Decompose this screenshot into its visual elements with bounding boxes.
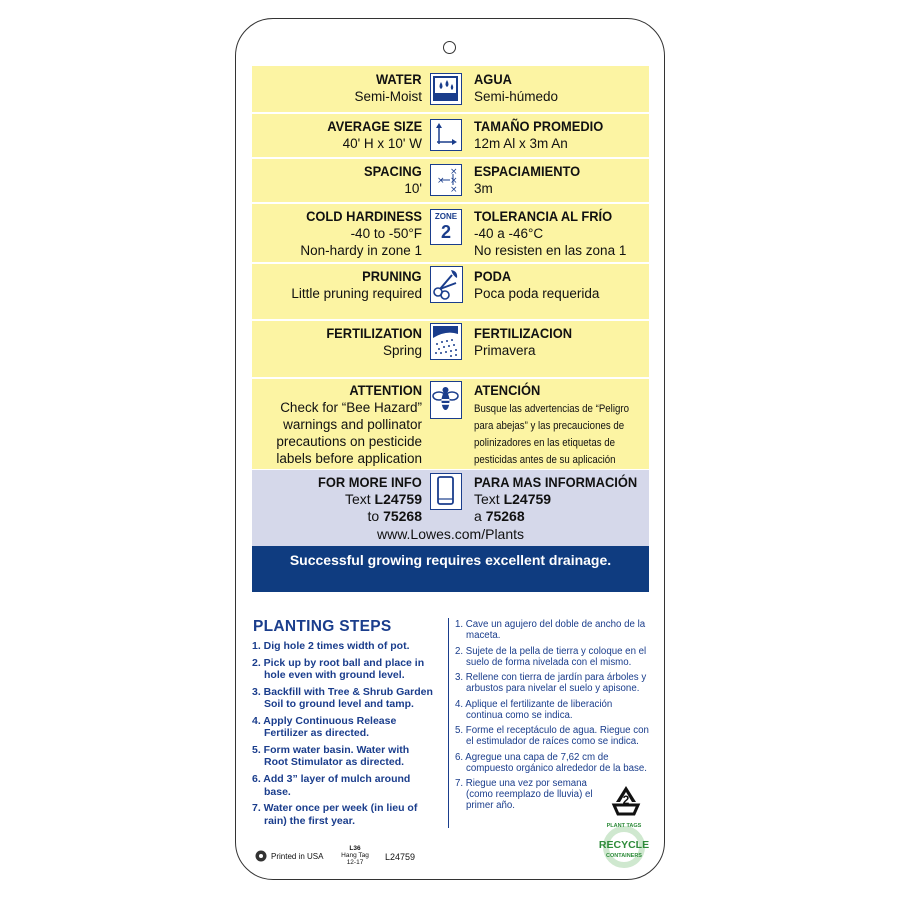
cold-hardiness-note: Non-hardy in zone 1	[300, 243, 422, 258]
planting-steps-english	[252, 640, 434, 831]
tolerancia-range: -40 a -46°C	[474, 226, 544, 241]
atencion-line-2: para abejas” y las precauciones de	[474, 420, 625, 432]
recycle-top-text: PLANT TAGS	[606, 823, 642, 829]
attention-title: ATTENTION	[349, 382, 422, 398]
more-info-text-label: Text	[344, 491, 375, 507]
size-arrows-icon	[430, 119, 462, 151]
pruning-title: PRUNING	[362, 268, 422, 284]
zone-icon	[430, 209, 462, 245]
water-value: Semi-Moist	[354, 89, 422, 104]
atencion-line-3: polinizadores en las etiquetas de	[474, 437, 616, 449]
agua-value: Semi-húmedo	[474, 89, 559, 104]
pruning-shears-icon	[430, 266, 463, 303]
average-size-title: AVERAGE SIZE	[327, 118, 422, 134]
spacing-value: 10'	[404, 181, 422, 196]
list-item: 4. Apply Continuous Release Fertilizer as directed.	[252, 714, 397, 740]
drainage-banner: Successful growing requires excellent drainage.	[252, 546, 649, 592]
poda-title: PODA	[474, 268, 512, 284]
recycle-logo	[598, 822, 650, 872]
tolerancia-note: No resisten en las zona 1	[474, 243, 627, 258]
more-info-title: FOR MORE INFO	[318, 474, 422, 490]
fertilizacion-value: Primavera	[474, 343, 536, 358]
tag-code: L36	[349, 845, 361, 852]
list-item: 7. Riegue una vez por semana (como reemplazo de lluvia) el primer año.	[455, 778, 593, 812]
mas-info-code: L24759	[503, 491, 552, 507]
svg-text:×: ×	[450, 185, 458, 194]
tag-date: 12-17	[346, 859, 364, 866]
item-code: L24759	[385, 852, 416, 862]
recycle-bottom-text: CONTAINERS	[606, 853, 642, 859]
agua-title: AGUA	[474, 71, 512, 87]
planting-steps-title: PLANTING STEPS	[253, 618, 392, 635]
fertilization-title: FERTILIZATION	[326, 325, 422, 341]
zone-number: 2	[440, 222, 451, 242]
zone-label: ZONE	[434, 212, 458, 221]
mas-info-title: PARA MAS INFORMACIÓN	[474, 474, 638, 490]
tag-name: Hang Tag	[341, 852, 369, 859]
espaciamiento-title: ESPACIAMIENTO	[474, 163, 581, 179]
mas-info-number: 75268	[485, 508, 525, 524]
recycle-number: 2	[622, 793, 630, 807]
hang-hole	[443, 41, 456, 54]
mas-info-text-label: Text	[474, 491, 504, 507]
list-item: 3. Backfill with Tree & Shrub Garden Soil to ground level and tamp.	[252, 685, 433, 711]
tamano-value: 12m Al x 3m An	[474, 136, 568, 151]
espaciamiento-value: 3m	[474, 181, 493, 196]
fertilization-value: Spring	[382, 343, 422, 358]
list-item: 2. Sujete de la pella de tierra y coloque en el suelo de forma nivelada con el mismo.	[455, 645, 647, 668]
fertilizacion-title: FERTILIZACION	[474, 325, 573, 341]
list-item: 1. Cave un agujero del doble de ancho de la maceta.	[455, 619, 646, 642]
tag-code-block	[338, 845, 372, 866]
list-item: 7. Water once per week (in lieu of rain) the first year.	[252, 802, 418, 827]
printer-logo-icon	[255, 849, 267, 861]
spacing-icon	[430, 164, 462, 196]
mas-info-to: a	[474, 508, 486, 524]
list-item: 1. Dig hole 2 times width of pot.	[252, 640, 410, 652]
list-item: 5. Forme el receptáculo de agua. Riegue con el estimulador de raíces como se indica.	[455, 725, 649, 748]
attention-line-2: warnings and pollinator	[283, 417, 422, 432]
fertilizer-icon	[430, 323, 462, 360]
atencion-line-1: Busque las advertencias de “Peligro	[474, 403, 629, 415]
atencion-title: ATENCIÓN	[474, 382, 541, 398]
poda-value: Poca poda requerida	[474, 286, 600, 301]
steps-divider	[448, 618, 449, 828]
printed-in-usa: Printed in USA	[271, 852, 324, 861]
more-info-number: 75268	[383, 508, 422, 524]
bee-icon	[430, 381, 462, 419]
cold-hardiness-range: -40 to -50°F	[350, 226, 422, 241]
attention-line-3: precautions on pesticide	[276, 434, 422, 449]
average-size-value: 40' H x 10' W	[342, 136, 422, 151]
list-item: 3. Rellene con tierra de jardín para árboles y arbustos para nivelar el suelo y apisone.	[455, 672, 647, 695]
list-item: 2. Pick up by root ball and place in hole even with ground level.	[252, 656, 425, 682]
svg-text:×: ×	[450, 176, 458, 186]
recycle-word: RECYCLE	[598, 839, 650, 851]
recycle-2-icon	[606, 783, 646, 819]
more-info-to: to	[367, 508, 384, 524]
cold-hardiness-title: COLD HARDINESS	[306, 208, 422, 224]
tolerancia-title: TOLERANCIA AL FRÍO	[474, 208, 613, 224]
water-icon	[430, 73, 462, 105]
attention-line-4: labels before application	[276, 451, 422, 466]
phone-icon	[430, 473, 462, 510]
water-title: WATER	[376, 71, 422, 87]
list-item: 5. Form water basin. Water with Root Stimulator as directed.	[252, 744, 410, 769]
list-item: 6. Add 3” layer of mulch around base.	[252, 773, 411, 798]
svg-text:×: ×	[450, 167, 458, 177]
tamano-title: TAMAÑO PROMEDIO	[474, 118, 604, 134]
more-info-code: L24759	[374, 491, 422, 507]
pruning-value: Little pruning required	[291, 286, 422, 301]
atencion-line-4: pesticidas antes de su aplicación	[474, 454, 616, 466]
list-item: 4. Aplique el fertilizante de liberación continua como se indica.	[455, 698, 613, 721]
svg-text:×: ×	[437, 176, 445, 186]
list-item: 6. Agregue una capa de 7,62 cm de compuesto orgánico alrededor de la base.	[455, 751, 647, 774]
spacing-title: SPACING	[364, 163, 422, 179]
website-link[interactable]: www.Lowes.com/Plants	[376, 526, 525, 542]
attention-line-1: Check for “Bee Hazard”	[280, 400, 422, 415]
